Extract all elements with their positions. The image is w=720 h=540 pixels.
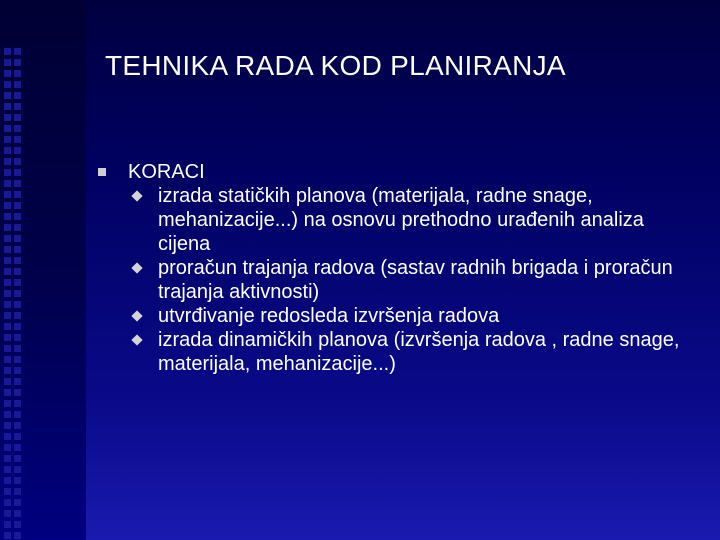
sub-bullet-text: izrada dinamičkih planova (izvršenja radova , radne snage, materijala, mehanizacije...) [158,329,680,375]
sub-bullet-item [128,256,700,304]
diamond-bullet-icon [131,262,142,273]
diamond-bullet-icon [131,310,142,321]
sub-bullet-text: utvrđivanje redosleda izvršenja radova [158,305,500,327]
sub-bullet-item [128,184,700,256]
bullet-item-koraci [90,160,700,376]
decorative-squares [3,48,23,540]
bullet-heading: KORACI [128,161,205,183]
square-bullet-icon [98,168,106,176]
sub-bullet-text: proračun trajanja radova (sastav radnih brigada i proračun trajanja aktivnosti) [158,257,673,303]
sub-bullet-item [128,304,700,328]
sub-bullet-item [128,328,700,376]
diamond-bullet-icon [131,334,142,345]
slide-content [90,160,700,376]
diamond-bullet-icon [131,190,142,201]
sub-bullet-text: izrada statičkih planova (materijala, radne snage, mehanizacije...) na osnovu prethodno urađenih analiza cijena [158,185,644,255]
sub-bullet-list [128,184,700,376]
left-decorative-strip [0,0,86,540]
slide-title: TEHNIKA RADA KOD PLANIRANJA [105,50,566,81]
